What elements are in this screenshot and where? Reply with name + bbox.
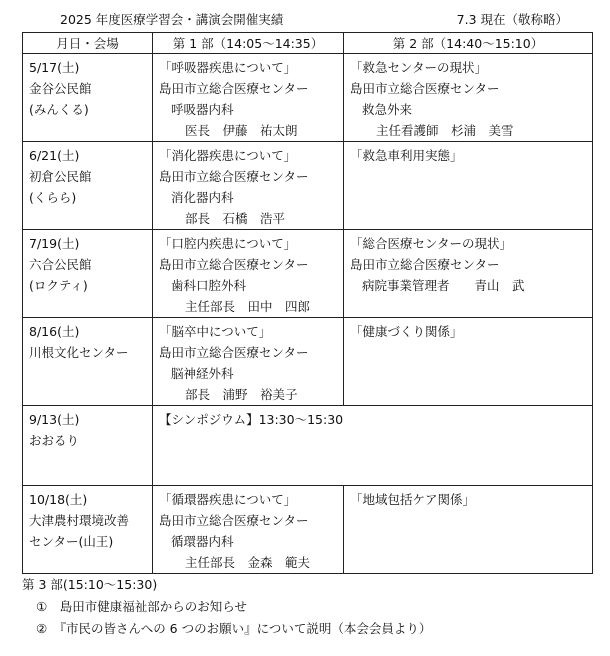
date-venue-cell <box>23 54 153 142</box>
lecturer-name: 部長 浦野 裕美子 <box>185 387 298 402</box>
lecture-topic: 「健康づくり関係」 <box>350 324 463 339</box>
part2-cell <box>344 318 593 406</box>
date-venue-cell <box>23 230 153 318</box>
lecturer-organization: 島田市立総合医療センター <box>159 169 309 184</box>
lecture-topic: 「総合医療センターの現状」 <box>350 236 513 251</box>
lecture-topic: 「救急車利用実態」 <box>350 148 463 163</box>
part1-cell <box>153 54 344 142</box>
lecturer-organization: 島田市立総合医療センター <box>350 257 500 272</box>
part2-cell <box>344 54 593 142</box>
date-venue-cell <box>23 406 153 486</box>
lecture-topic: 「口腔内疾患について」 <box>159 236 297 251</box>
date-venue-cell <box>23 318 153 406</box>
part3-item: ① 島田市健康福祉部からのお知らせ <box>36 599 247 614</box>
table-row <box>23 54 593 142</box>
lecturer-organization: 島田市立総合医療センター <box>159 81 309 96</box>
table-row <box>23 318 593 406</box>
table-header-row <box>23 33 593 54</box>
event-date: 6/21(土) <box>29 148 80 163</box>
document-title: 2025 年度医療学習会・講演会開催実績 <box>60 12 284 27</box>
venue-name: おおるり <box>29 433 80 448</box>
part3-heading: 第 3 部(15:10～15:30) <box>22 577 158 592</box>
document-header <box>0 10 610 30</box>
symposium-text: 【シンポジウム】13:30～15:30 <box>159 412 344 427</box>
lecturer-name: 医長 伊藤 祐太朗 <box>185 123 298 138</box>
part1-cell <box>153 142 344 230</box>
lecturer-department: 脳神経外科 <box>171 366 234 381</box>
event-date: 5/17(土) <box>29 60 80 75</box>
table-row <box>23 142 593 230</box>
lecturer-name: 主任部長 田中 四郎 <box>185 299 311 314</box>
lecture-topic: 「地域包括ケア関係」 <box>350 492 476 507</box>
lecturer-department: 救急外来 <box>362 102 413 117</box>
lecturer-name: 主任看護師 杉浦 美雪 <box>376 123 514 138</box>
column-header-date-venue: 月日・会場 <box>23 33 153 54</box>
table-row <box>23 486 593 574</box>
part3-section <box>22 574 592 640</box>
venue-nickname: (ロクティ) <box>29 278 88 293</box>
venue-nickname: (くらら) <box>29 190 77 205</box>
part2-cell <box>344 230 593 318</box>
part1-cell <box>153 486 344 574</box>
lecturer-name: 主任部長 金森 範夫 <box>185 555 311 570</box>
venue-name: 金谷公民館 <box>29 81 92 96</box>
lecture-topic: 「循環器疾患について」 <box>159 492 297 507</box>
event-date: 8/16(土) <box>29 324 80 339</box>
part2-cell <box>344 486 593 574</box>
lecturer-name: 部長 石橋 浩平 <box>185 211 286 226</box>
part1-cell <box>153 230 344 318</box>
lecture-topic: 「呼吸器疾患について」 <box>159 60 297 75</box>
venue-name: 初倉公民館 <box>29 169 92 184</box>
column-header-part2: 第 2 部（14:40～15:10） <box>344 33 593 54</box>
venue-name-cont: センター(山王) <box>29 534 114 549</box>
event-date: 9/13(土) <box>29 412 80 427</box>
lecturer-organization: 島田市立総合医療センター <box>159 257 309 272</box>
table-row <box>23 230 593 318</box>
lecture-topic: 「脳卒中について」 <box>159 324 272 339</box>
lecturer-organization: 島田市立総合医療センター <box>159 513 309 528</box>
lecturer-organization: 島田市立総合医療センター <box>159 345 309 360</box>
part3-item: ② 『市民の皆さんへの 6 つのお願い』について説明（本会会員より） <box>36 621 432 636</box>
column-header-part1: 第 1 部（14:05～14:35） <box>153 33 344 54</box>
venue-name: 川根文化センター <box>29 345 129 360</box>
symposium-cell <box>153 406 593 486</box>
lecturer-department: 循環器内科 <box>171 534 234 549</box>
lecturer-title-name: 病院事業管理者 青山 武 <box>362 278 525 293</box>
venue-nickname: (みんくる) <box>29 102 89 117</box>
event-date: 7/19(土) <box>29 236 80 251</box>
date-venue-cell <box>23 486 153 574</box>
lecture-topic: 「救急センターの現状」 <box>350 60 488 75</box>
event-date: 10/18(土) <box>29 492 88 507</box>
date-venue-cell <box>23 142 153 230</box>
table-row <box>23 406 593 486</box>
as-of-note: 7.3 現在（敬称略） <box>456 12 568 27</box>
part1-cell <box>153 318 344 406</box>
lecturer-department: 歯科口腔外科 <box>171 278 247 293</box>
lecture-topic: 「消化器疾患について」 <box>159 148 297 163</box>
venue-name: 大津農村環境改善 <box>29 513 130 528</box>
venue-name: 六合公民館 <box>29 257 92 272</box>
schedule-table <box>22 32 593 574</box>
lecturer-department: 呼吸器内科 <box>171 102 234 117</box>
lecturer-organization: 島田市立総合医療センター <box>350 81 500 96</box>
part2-cell <box>344 142 593 230</box>
lecturer-department: 消化器内科 <box>171 190 234 205</box>
